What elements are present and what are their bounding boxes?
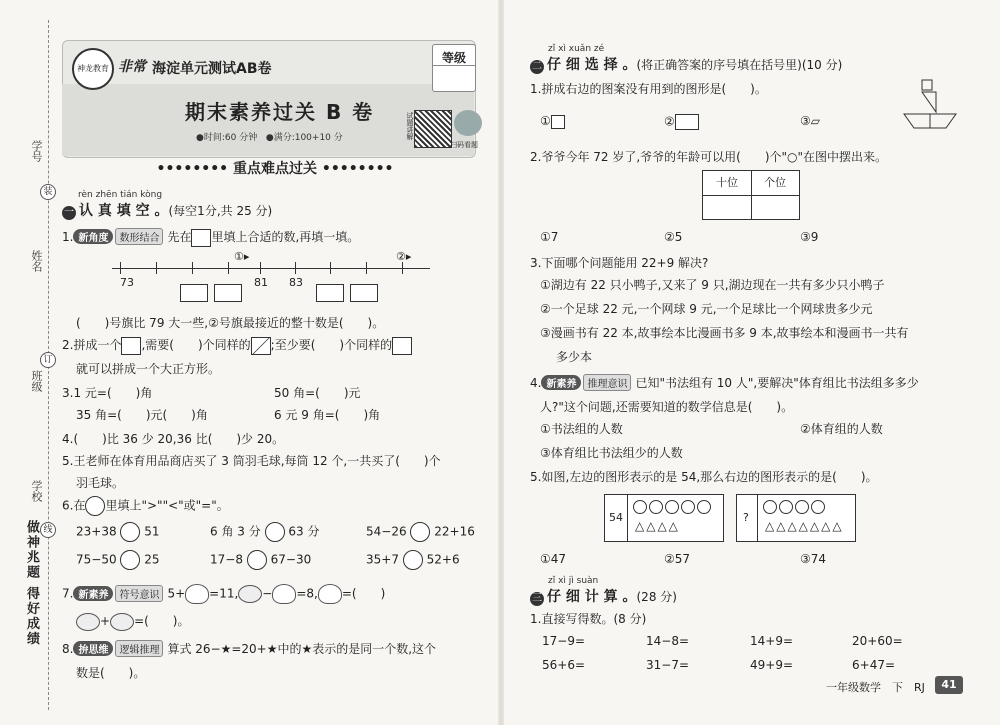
choice-1-option-2[interactable]: ② (664, 114, 699, 130)
band-deco-left: •••••••• (156, 161, 229, 177)
question-5b: 羽毛球。 (76, 476, 125, 490)
choice-2-option-3[interactable]: ③9 (800, 230, 819, 244)
flag-1: ①▸ (234, 250, 250, 263)
dog-icon (76, 613, 100, 631)
choice-3-option-3[interactable]: ③漫画书有 22 本,故事绘本比漫画书多 9 本,故事绘本和漫画书一共有 (540, 326, 909, 340)
triangle-row: △△△△△△△ (765, 519, 844, 533)
triangle-split-icon (251, 337, 271, 355)
brand-title: 海淀单元测试AB卷 (152, 61, 272, 77)
tick (366, 262, 367, 274)
figure-question-label: ? (743, 511, 749, 524)
question-1b: ( )号旗比 79 大一些,②号旗最接近的整十数是( )。 (76, 316, 385, 330)
compare-item: 35+7 52+6 (366, 550, 460, 570)
calc-item[interactable]: 14+9= (750, 634, 794, 648)
margin-label-student-id: 学号 (30, 140, 43, 162)
sec3-pinyin: zǐ xì jì suàn (548, 576, 599, 586)
tick (260, 262, 261, 274)
question-3c: 35 角=( )元( )角 (76, 408, 208, 422)
time-value: 60 分钟 (224, 133, 258, 143)
page-fold (498, 0, 504, 725)
compare-item: 75−50 25 (76, 550, 160, 570)
circle-row (633, 499, 713, 518)
tick (295, 262, 296, 274)
compare-item: 17−8 67−30 (210, 550, 311, 570)
choice-1-option-3[interactable]: ③▱ (800, 114, 820, 128)
question-5: 5.王老师在体育用品商店买了 3 筒羽毛球,每筒 12 个,一共买了( )个 (62, 454, 441, 468)
margin-slogan: 做神兆题 得好成绩 (24, 520, 39, 647)
question-6: 6.在 里填上">""<"或"="。 (62, 496, 229, 516)
place-value-table (702, 170, 800, 220)
question-4: 4.( )比 36 少 20,36 比( )少 20。 (62, 432, 285, 446)
margin-label-name: 姓名 (30, 250, 43, 272)
calc-item[interactable]: 56+6= (542, 658, 586, 672)
question-2: 2.拼成一个 ,需要( )个同样的 ;至少要( )个同样的 (62, 336, 412, 355)
compare-answer-circle[interactable] (247, 550, 267, 570)
compare-answer-circle[interactable] (265, 522, 285, 542)
choice-5-option-1[interactable]: ①47 (540, 552, 567, 566)
figure-54 (604, 494, 724, 542)
choice-5-option-3[interactable]: ③74 (800, 552, 827, 566)
calc-item[interactable]: 14−8= (646, 634, 690, 648)
margin-label-school: 学校 (30, 480, 43, 502)
choice-3-option-1[interactable]: ①湖边有 22 只小鸭子,又来了 9 只,湖边现在一共有多少只小鸭子 (540, 278, 885, 292)
band-deco-right: •••••••• (321, 161, 394, 177)
binding-margin (0, 0, 62, 725)
choice-4-option-2[interactable]: ②体育组的人数 (800, 422, 883, 436)
calc-item[interactable]: 31−7= (646, 658, 690, 672)
section-band: •••••••• 重点难点过关 •••••••• (156, 161, 394, 177)
choice-3: 3.下面哪个问题能用 22+9 解决? (530, 256, 709, 270)
sec1-pinyin: rèn zhēn tián kòng (78, 190, 163, 200)
numline-label-81: 81 (254, 276, 268, 289)
circle-row (763, 499, 827, 518)
choice-5-option-2[interactable]: ②57 (664, 552, 691, 566)
seal-char: 线 (40, 522, 56, 538)
numline-answer-box[interactable] (214, 284, 242, 302)
bunny-icon (185, 584, 209, 604)
sec1-heading: 一 认 真 填 空 。(每空1分,共 25 分) (64, 203, 273, 219)
sec2-heading: 二 仔 细 选 择 。(将正确答案的序号填在括号里)(10 分) (532, 57, 843, 73)
numline-label-73: 73 (120, 276, 134, 289)
compare-item: 23+38 51 (76, 522, 160, 542)
page-number: 41 (935, 676, 963, 694)
choice-4: 4. 新素养 推理意识 已知"书法组有 10 人",要解决"体育组比书法组多多少 (530, 376, 919, 390)
question-8b: 数是( )。 (76, 666, 146, 680)
choice-4b: 人?"这个问题,还需要知道的数学信息是( )。 (540, 400, 794, 414)
question-8: 8. 拚思维 逻辑推理 算式 26−★=20+★中的★表示的是同一个数,这个 (62, 642, 437, 656)
mascot-caption: 扫码看题 (450, 141, 478, 149)
choice-4-option-3[interactable]: ③体育组比书法组少的人数 (540, 446, 683, 460)
figure-divider (627, 495, 628, 541)
compare-answer-circle[interactable] (120, 550, 140, 570)
choice-5: 5.如图,左边的图形表示的是 54,那么右边的图形表示的是( )。 (530, 470, 878, 484)
triangle-row: △△△△ (635, 519, 680, 533)
rectangle-icon (675, 114, 699, 130)
square-shape-icon (121, 337, 141, 355)
question-7: 7. 新素养 符号意识 5+ =11, − =8, =( ) (62, 584, 385, 604)
compare-item: 6 角 3 分 63 分 (210, 522, 319, 542)
calc-item[interactable]: 17−9= (542, 634, 586, 648)
score-icon: ● (265, 133, 274, 143)
dog-icon (238, 585, 262, 603)
figure-question (736, 494, 856, 542)
table-divider (751, 195, 752, 219)
tick (330, 262, 331, 274)
calc-item[interactable]: 20+60= (852, 634, 903, 648)
dog-icon (110, 613, 134, 631)
question-1: 1. 新角度 数形结合 先在 里填上合适的数,再填一填。 (62, 228, 359, 247)
choice-1: 1.拼成右边的图案没有用到的图形是( )。 (530, 82, 767, 96)
choice-3-option-2[interactable]: ②一个足球 22 元,一个网球 9 元,一个足球比一个网球贵多少元 (540, 302, 873, 316)
grade-label: 等级 (433, 45, 475, 66)
numline-answer-box[interactable] (316, 284, 344, 302)
question-3: 3.1 元=( )角 (62, 386, 153, 400)
number-line (112, 268, 430, 269)
question-2b: 就可以拼成一个大正方形。 (76, 362, 221, 376)
sec2-pinyin: zǐ xì xuǎn zé (548, 44, 605, 54)
compare-circle-icon (85, 496, 105, 516)
bunny-icon (272, 584, 296, 604)
question-3b: 50 角=( )元 (274, 386, 361, 400)
grade-box[interactable] (432, 44, 476, 92)
calc-item[interactable]: 49+9= (750, 658, 794, 672)
seal-char: 订 (40, 352, 56, 368)
compare-answer-circle[interactable] (410, 522, 430, 542)
question-3d: 6 元 9 角=( )角 (274, 408, 381, 422)
exam-meta: ●时间:60 分钟 ●满分:100+10 分 (196, 133, 343, 143)
clock-icon: ● (196, 133, 204, 143)
seal-char: 装 (40, 184, 56, 200)
ones-header: 个位 (751, 171, 799, 196)
question-7b: + =( )。 (76, 612, 189, 631)
parallelogram-icon: ▱ (810, 114, 820, 128)
figure-divider (757, 495, 758, 541)
mascot-icon (454, 110, 482, 136)
choice-1-option-1[interactable]: ① (540, 114, 565, 129)
calc-1: 1.直接写得数。(8 分) (530, 612, 647, 626)
figure-54-label: 54 (609, 511, 623, 524)
choice-2: 2.爷爷今年 72 岁了,爷爷的年龄可以用( )个"○"在图中摆出来。 (530, 150, 888, 164)
qr-caption: 试题讲解 (406, 112, 414, 140)
tick (192, 262, 193, 274)
tangram-figure-icon (900, 78, 960, 134)
numline-answer-box[interactable] (350, 284, 378, 302)
choice-2-option-1[interactable]: ①7 (540, 230, 559, 244)
compare-answer-circle[interactable] (403, 550, 423, 570)
brand-logo: 神龙教育 (72, 48, 114, 90)
choice-3-option-3b: 多少本 (556, 350, 593, 364)
flag-2: ②▸ (396, 250, 412, 263)
tick (156, 262, 157, 274)
numline-label-83: 83 (289, 276, 303, 289)
choice-2-option-2[interactable]: ②5 (664, 230, 683, 244)
compare-item: 54−26 22+16 (366, 522, 475, 542)
score-value: 100+10 分 (294, 133, 343, 143)
sec3-heading: 三 仔 细 计 算 。(28 分) (532, 589, 677, 605)
page-title: 期末素养过关 B 卷 (185, 100, 375, 124)
qr-code-icon[interactable] (414, 110, 452, 148)
square-shape-icon (392, 337, 412, 355)
brand-script: 非常 (118, 59, 146, 75)
calc-item[interactable]: 6+47= (852, 658, 896, 672)
tens-header: 十位 (703, 171, 752, 196)
answer-box[interactable] (191, 229, 211, 247)
tick (402, 262, 403, 274)
choice-4-option-1[interactable]: ①书法组的人数 (540, 422, 623, 436)
small-square-icon (551, 115, 565, 129)
tick (228, 262, 229, 274)
tick (120, 262, 121, 274)
margin-label-class: 班级 (30, 370, 43, 392)
footer-subject: 一年级数学 下 RJ (826, 681, 925, 694)
compare-answer-circle[interactable] (120, 522, 140, 542)
numline-answer-box[interactable] (180, 284, 208, 302)
bunny-icon (318, 584, 342, 604)
